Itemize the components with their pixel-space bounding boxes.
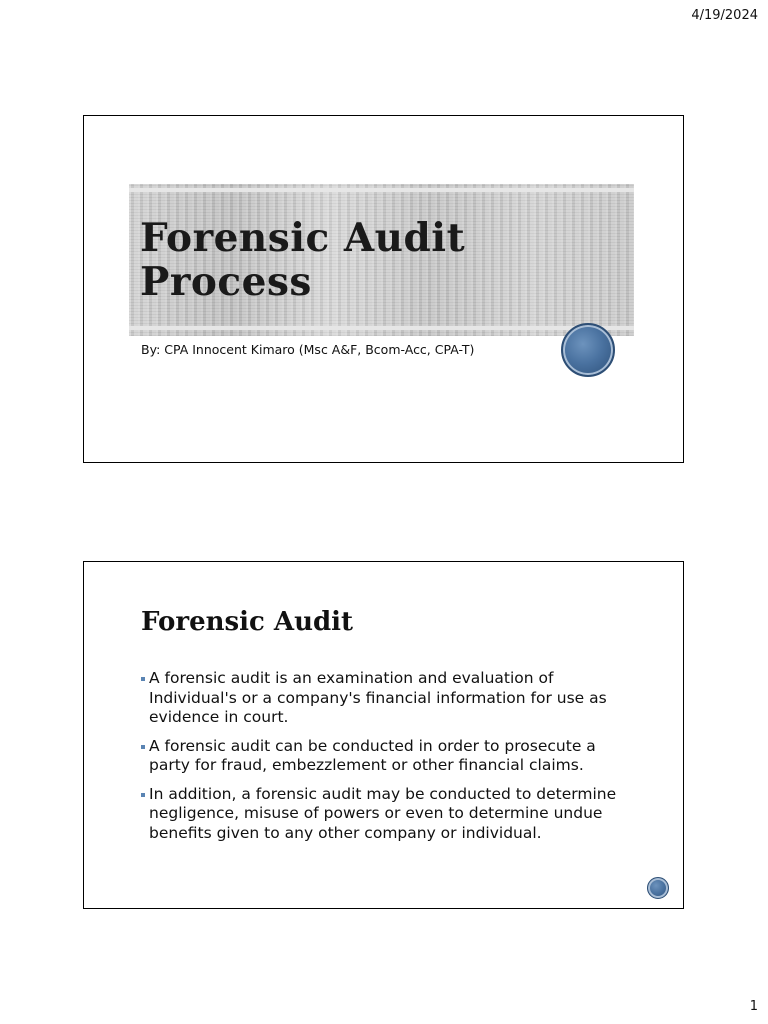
author-byline: By: CPA Innocent Kimaro (Msc A&F, Bcom-Acc, CPA-T) [141,342,475,357]
page-date: 4/19/2024 [691,8,758,23]
page-number: 1 [749,999,758,1014]
bullet-square-icon [141,677,145,681]
bullet-item [141,669,641,728]
slide-title: Forensic Audit [141,607,354,637]
title-line-1: Forensic Audit [140,215,466,261]
bullet-item [141,785,641,844]
bullet-item [141,737,641,776]
bullet-square-icon [141,745,145,749]
content-slide [83,561,684,909]
title-band [129,184,634,336]
bullet-text: A forensic audit is an examination and evaluation of Individual's or a company's financial information for use as evidence in court. [149,669,607,726]
band-stripe [129,326,634,330]
bullet-text: A forensic audit can be conducted in order to prosecute a party for fraud, embezzlement or other financial claims. [149,736,596,774]
circle-emblem-icon [647,877,669,899]
title-line-2: Process [140,259,312,305]
circle-emblem-icon [561,323,615,377]
bullet-text: In addition, a forensic audit may be conducted to determine negligence, misuse of powers or even to determine undue benefits given to any other company or individual. [149,784,617,842]
band-stripe [129,188,634,192]
title-slide [83,115,684,463]
bullet-square-icon [141,793,145,797]
presentation-title [140,216,465,304]
bullet-list [141,669,641,852]
